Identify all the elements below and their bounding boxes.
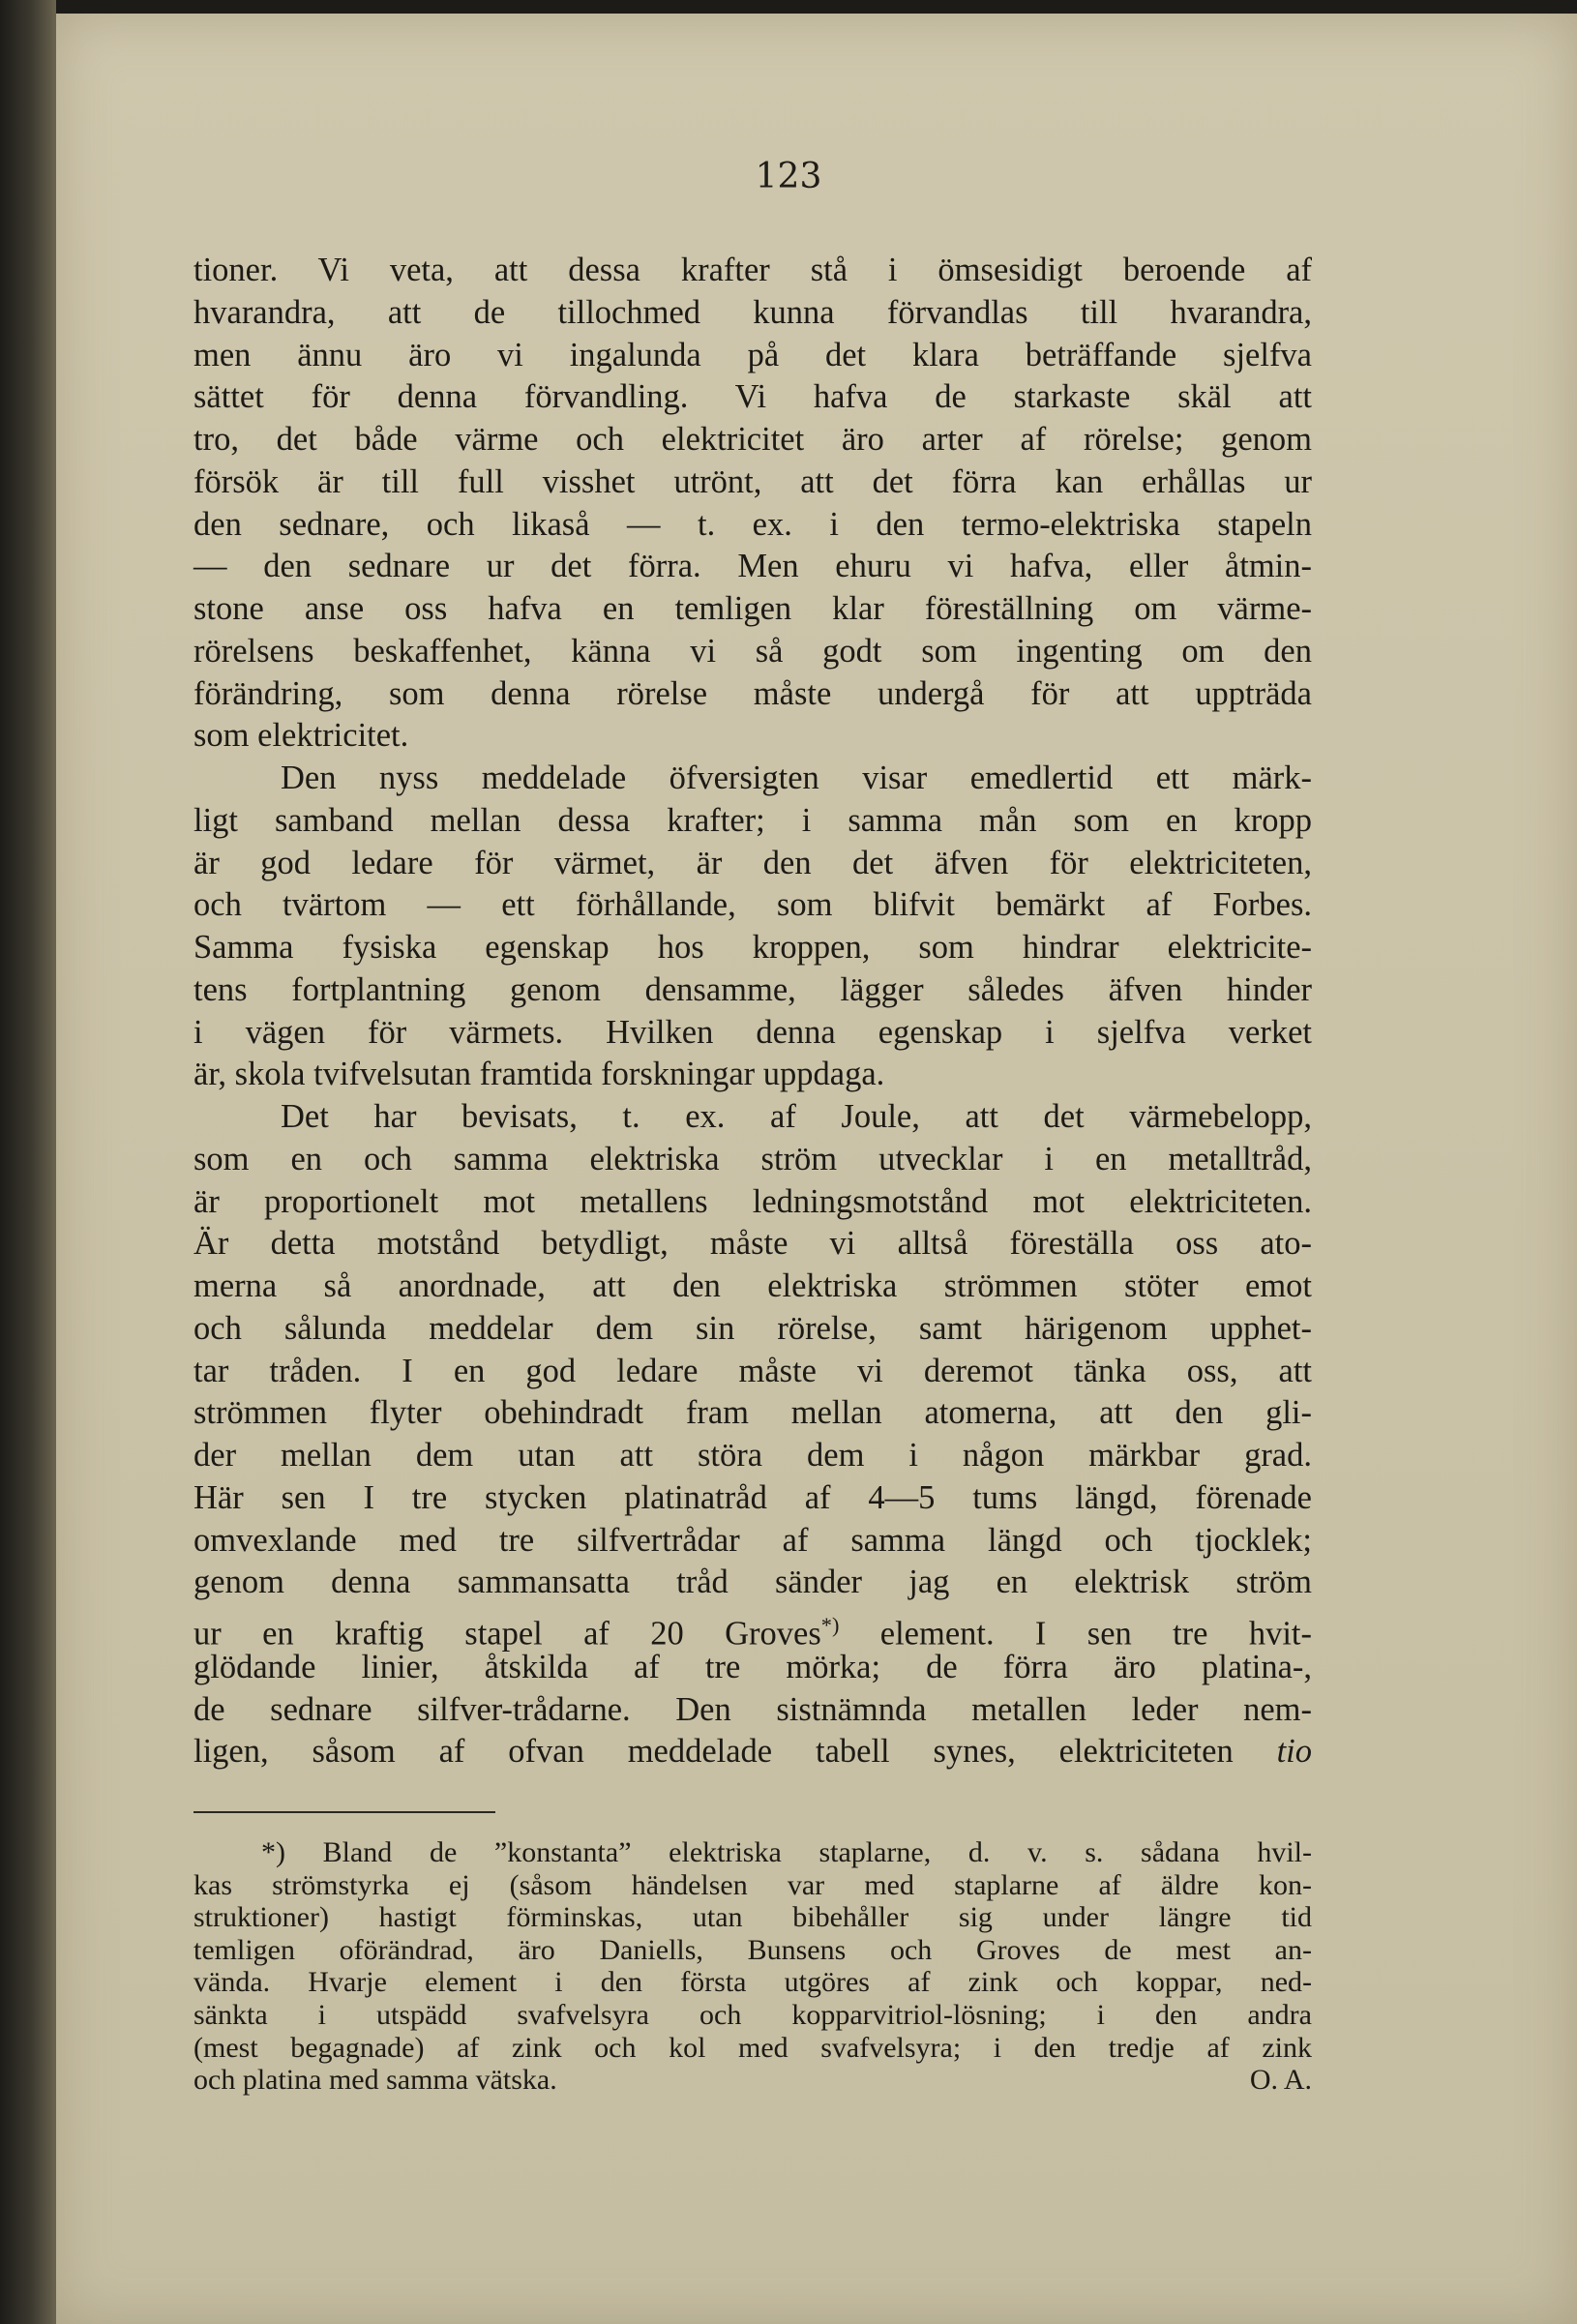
text-line: är proportionelt mot metallens ledningsmotstånd mot elektriciteten. (193, 1182, 1312, 1220)
body-text (193, 250, 1312, 1773)
text-line: den sednare, och likaså — t. ex. i den termo-elektriska stapeln (193, 505, 1312, 543)
text-line: stone anse oss hafva en temligen klar föreställning om värme- (193, 590, 1312, 627)
text-line: och tvärtom — ett förhållande, som blifvit bemärkt af Forbes. (193, 886, 1312, 924)
text-line: glödande linier, åtskilda af tre mörka; de förra äro platina-, (193, 1648, 1312, 1685)
footnote-text: och platina med samma vätska. (193, 2064, 557, 2097)
text-line: strömmen flyter obehindradt fram mellan atomerna, att den gli- (193, 1394, 1312, 1432)
text-line: Är detta motstånd betydligt, måste vi alltså föreställa oss ato- (193, 1225, 1312, 1263)
text-line: men ännu äro vi ingalunda på det klara beträffande sjelfva (193, 336, 1312, 373)
footnote-line: vända. Hvarje element i den första utgöres af zink och koppar, ned- (193, 1966, 1312, 1999)
text-line: de sednare silfver-trådarne. Den sistnämnda metallen leder nem- (193, 1690, 1312, 1728)
text-line-with-footnote-ref (193, 1604, 1312, 1653)
text-line: rörelsens beskaffenhet, känna vi så godt som ingenting om den (193, 632, 1312, 670)
text-line: tioner. Vi veta, att dessa krafter stå i ömsesidigt beroende af (193, 252, 1312, 288)
footnote-reference: *) (820, 1613, 840, 1637)
footnote-signature: O. A. (1249, 2064, 1312, 2097)
paragraph-start-line: Den nyss meddelade öfversigten visar emedlertid ett märk- (281, 760, 1312, 796)
text-segment: ur en kraftig stapel af 20 Groves (193, 1615, 821, 1653)
footnote-line: struktioner) hastigt förminskas, utan bibehåller sig under längre tid (193, 1901, 1312, 1934)
scan-top-edge (0, 0, 1577, 14)
footnote-line: kas strömstyrka ej (såsom händelsen var med staplarne af äldre kon- (193, 1868, 1312, 1901)
text-line: ligt samband mellan dessa krafter; i samma mån som en kropp (193, 801, 1312, 839)
footnote-divider (193, 1811, 495, 1813)
text-line: tro, det både värme och elektricitet äro arter af rörelse; genom (193, 421, 1312, 458)
text-line: sättet för denna förvandling. Vi hafva de starkaste skäl att (193, 378, 1312, 416)
text-line: — den sednare ur det förra. Men ehuru vi hafva, eller åtmin- (193, 548, 1312, 585)
italic-word: tio (1276, 1733, 1312, 1771)
footnote-line: sänkta i utspädd svafvelsyra och kopparvitriol-lösning; i den andra (193, 1998, 1312, 2031)
footnote-line: (mest begagnade) af zink och kol med svafvelsyra; i den tredje af zink (193, 2031, 1312, 2064)
paragraph-start-line: Det har bevisats, t. ex. af Joule, att det värmebelopp, (281, 1098, 1312, 1135)
footnote-line: temligen oförändrad, äro Daniells, Bunsens och Groves de mest an- (193, 1933, 1312, 1966)
text-line: i vägen för värmets. Hvilken denna egenskap i sjelfva verket (193, 1013, 1312, 1051)
text-line: merna så anordnade, att den elektriska strömmen stöter emot (193, 1267, 1312, 1304)
text-line-with-italic-end (193, 1731, 1312, 1773)
text-line: förändring, som denna rörelse måste undergå för att uppträda (193, 674, 1312, 712)
text-line: Samma fysiska egenskap hos kroppen, som hindrar elektricite- (193, 929, 1312, 966)
text-segment: element. I sen tre hvit- (839, 1615, 1312, 1653)
text-line: och sålunda meddelar dem sin rörelse, samt härigenom upphet- (193, 1309, 1312, 1347)
text-line: der mellan dem utan att störa dem i någon märkbar grad. (193, 1437, 1312, 1474)
text-line: som en och samma elektriska ström utvecklar i en metalltråd, (193, 1140, 1312, 1177)
text-line: är, skola tvifvelsutan framtida forskningar uppdaga. (193, 1056, 885, 1093)
text-line: är god ledare för värmet, är den det äfven för elektriciteten, (193, 844, 1312, 881)
page-number: 123 (755, 157, 822, 196)
text-line: Här sen I tre stycken platinatråd af 4—5 tums längd, förenade (193, 1478, 1312, 1516)
text-line: tens fortplantning genom densamme, lägger således äfven hinder (193, 970, 1312, 1008)
book-spine (0, 0, 56, 2324)
footnote-line-last (193, 2064, 1312, 2097)
footnote-line: *) Bland de ”konstanta” elektriska staplarne, d. v. s. sådana hvil- (261, 1836, 1312, 1868)
footnote (193, 1836, 1312, 2097)
text-line: hvarandra, att de tillochmed kunna förvandlas till hvarandra, (193, 293, 1312, 331)
text-line: tar tråden. I en god ledare måste vi deremot tänka oss, att (193, 1352, 1312, 1389)
text-line: genom denna sammansatta tråd sänder jag en elektrisk ström (193, 1564, 1312, 1601)
text-segment: ligen, såsom af ofvan meddelade tabell synes, elektriciteten (193, 1733, 1234, 1771)
text-line: omvexlande med tre silfvertrådar af samma längd och tjocklek; (193, 1521, 1312, 1559)
text-line: som elektricitet. (193, 717, 409, 755)
text-line: försök är till full visshet utrönt, att det förra kan erhållas ur (193, 462, 1312, 500)
